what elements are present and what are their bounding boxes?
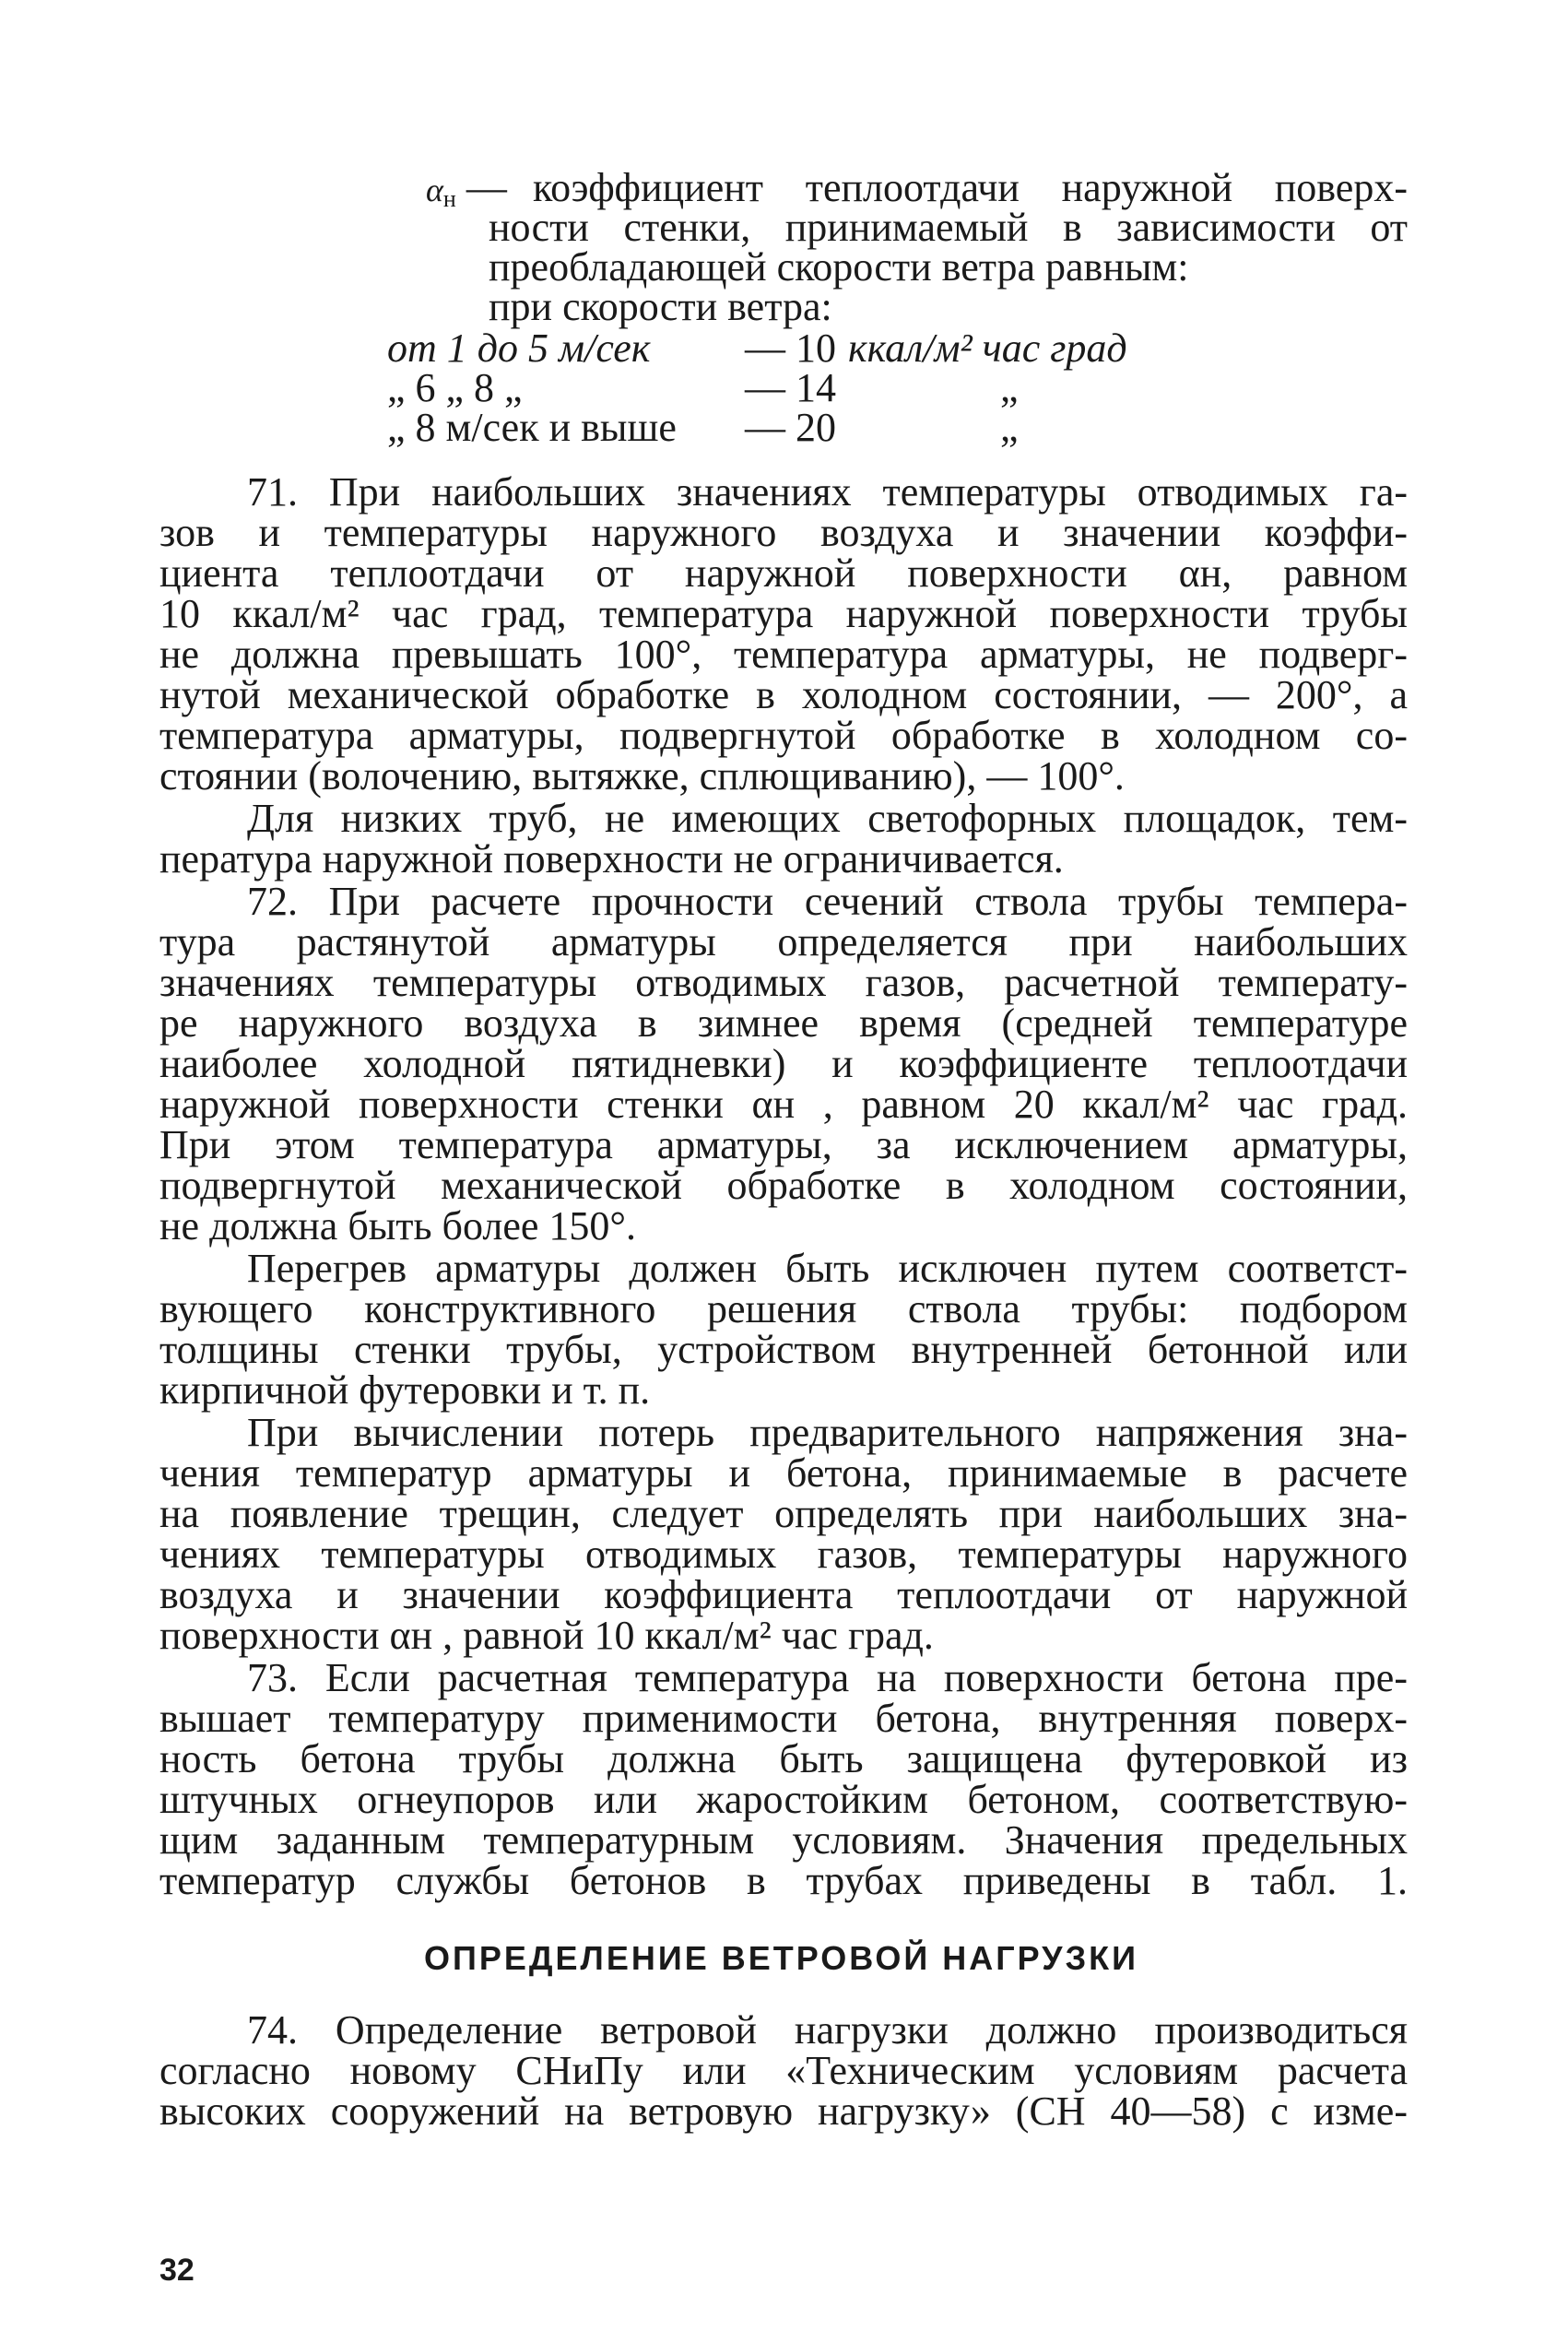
def-line: ности стенки, принимаемый в зависимости от xyxy=(489,205,1408,250)
p71-line: стоянии (волочению, вытяжке, сплющиванию), — 100°. xyxy=(159,753,1125,799)
p73-line: вышает температуру применимости бетона, внутренняя поверх- xyxy=(159,1696,1408,1741)
def-dash: — xyxy=(466,165,507,210)
def-line: при скорости ветра: xyxy=(489,284,832,329)
p72c-line: чениях температуры отводимых газов, температуры наружного xyxy=(159,1532,1408,1577)
wind-row-unit: „ xyxy=(1000,405,1019,450)
section-heading: ОПРЕДЕЛЕНИЕ ВЕТРОВОЙ НАГРУЗКИ xyxy=(424,1939,1138,1977)
wind-row-speed: „ 6 „ 8 „ xyxy=(387,365,523,410)
p73-line: ность бетона трубы должна быть защищена футеровкой из xyxy=(159,1736,1408,1781)
p72c-line: воздуха и значении коэффициента теплоотдачи от наружной xyxy=(159,1572,1408,1617)
wind-row-unit: „ xyxy=(1000,365,1019,410)
p71b-line: Для низких труб, не имеющих светофорных площадок, тем- xyxy=(247,796,1408,841)
p71-line: не должна превышать 100°, температура арматуры, не подверг- xyxy=(159,632,1408,677)
wind-row-value: — 10 xyxy=(745,325,836,371)
wind-row-value: — 14 xyxy=(745,365,836,410)
p71-line: 10 ккал/м² час град, температура наружной поверхности трубы xyxy=(159,591,1408,636)
p72b-line: Перегрев арматуры должен быть исключен путем соответст- xyxy=(247,1246,1408,1291)
p72c-line: чения температур арматуры и бетона, принимаемые в расчете xyxy=(159,1450,1408,1496)
p72-line: ре наружного воздуха в зимнее время (средней температуре xyxy=(159,1000,1408,1046)
def-line: преобладающей скорости ветра равным: xyxy=(489,244,1189,290)
p74-line: высоких сооружений на ветровую нагрузку» (СН 40—58) с изме- xyxy=(159,2088,1408,2134)
p72b-line: вующего конструктивного решения ствола трубы: подбором xyxy=(159,1286,1408,1331)
page-number: 32 xyxy=(159,2253,195,2288)
p72c-line: При вычислении потерь предварительного напряжения зна- xyxy=(247,1410,1408,1455)
p72b-line: толщины стенки трубы, устройством внутренней бетонной или xyxy=(159,1327,1408,1372)
p72c-line: на появление трещин, следует определять при наибольших зна- xyxy=(159,1491,1408,1536)
p71-line: циента теплоотдачи от наружной поверхности αн, равном xyxy=(159,550,1408,596)
p71-line: температура арматуры, подвергнутой обработке в холодном со- xyxy=(159,713,1408,758)
p71-line: зов и температуры наружного воздуха и значении коэффи- xyxy=(159,510,1408,555)
p72-line: При этом температура арматуры, за исключением арматуры, xyxy=(159,1122,1408,1167)
p72-line: значениях температуры отводимых газов, расчетной температу- xyxy=(159,960,1408,1005)
p71-line: 71. При наибольших значениях температуры отводимых га- xyxy=(247,469,1408,515)
p72-line: тура растянутой арматуры определяется при наибольших xyxy=(159,919,1408,964)
wind-row-speed: от 1 до 5 м/сек xyxy=(387,325,651,371)
def-line: коэффициент теплоотдачи наружной поверх- xyxy=(533,165,1408,210)
p72c-line: поверхности αн , равной 10 ккал/м² час град. xyxy=(159,1613,934,1658)
p72-line: не должна быть более 150°. xyxy=(159,1203,636,1248)
p71b-line: пература наружной поверхности не ограничивается. xyxy=(159,836,1064,882)
p73-line: штучных огнеупоров или жаростойким бетоном, соответствую- xyxy=(159,1777,1408,1822)
p72-line: наружной поверхности стенки αн , равном 20 ккал/м² час град. xyxy=(159,1082,1408,1127)
wind-row-value: — 20 xyxy=(745,405,836,450)
p74-line: согласно новому СНиПу или «Техническим условиям расчета xyxy=(159,2048,1408,2093)
p72b-line: кирпичной футеровки и т. п. xyxy=(159,1367,651,1413)
p73-line: 73. Если расчетная температура на поверхности бетона пре- xyxy=(247,1655,1408,1700)
wind-row-unit: ккал/м² час град xyxy=(848,325,1127,371)
p73-line: температур службы бетонов в трубах приведены в табл. 1. xyxy=(159,1858,1408,1903)
p73-line: щим заданным температурным условиям. Значения предельных xyxy=(159,1817,1408,1863)
def-symbol: $\alpha_н$ — xyxy=(426,165,507,212)
wind-row-speed: „ 8 м/сек и выше xyxy=(387,405,677,450)
p72-line: 72. При расчете прочности сечений ствола трубы темпера- xyxy=(247,879,1408,924)
p72-line: наиболее холодной пятидневки) и коэффициенте теплоотдачи xyxy=(159,1041,1408,1086)
p74-line: 74. Определение ветровой нагрузки должно производиться xyxy=(247,2007,1408,2053)
p71-line: нутой механической обработке в холодном состоянии, — 200°, а xyxy=(159,672,1408,717)
p72-line: подвергнутой механической обработке в холодном состоянии, xyxy=(159,1163,1408,1208)
